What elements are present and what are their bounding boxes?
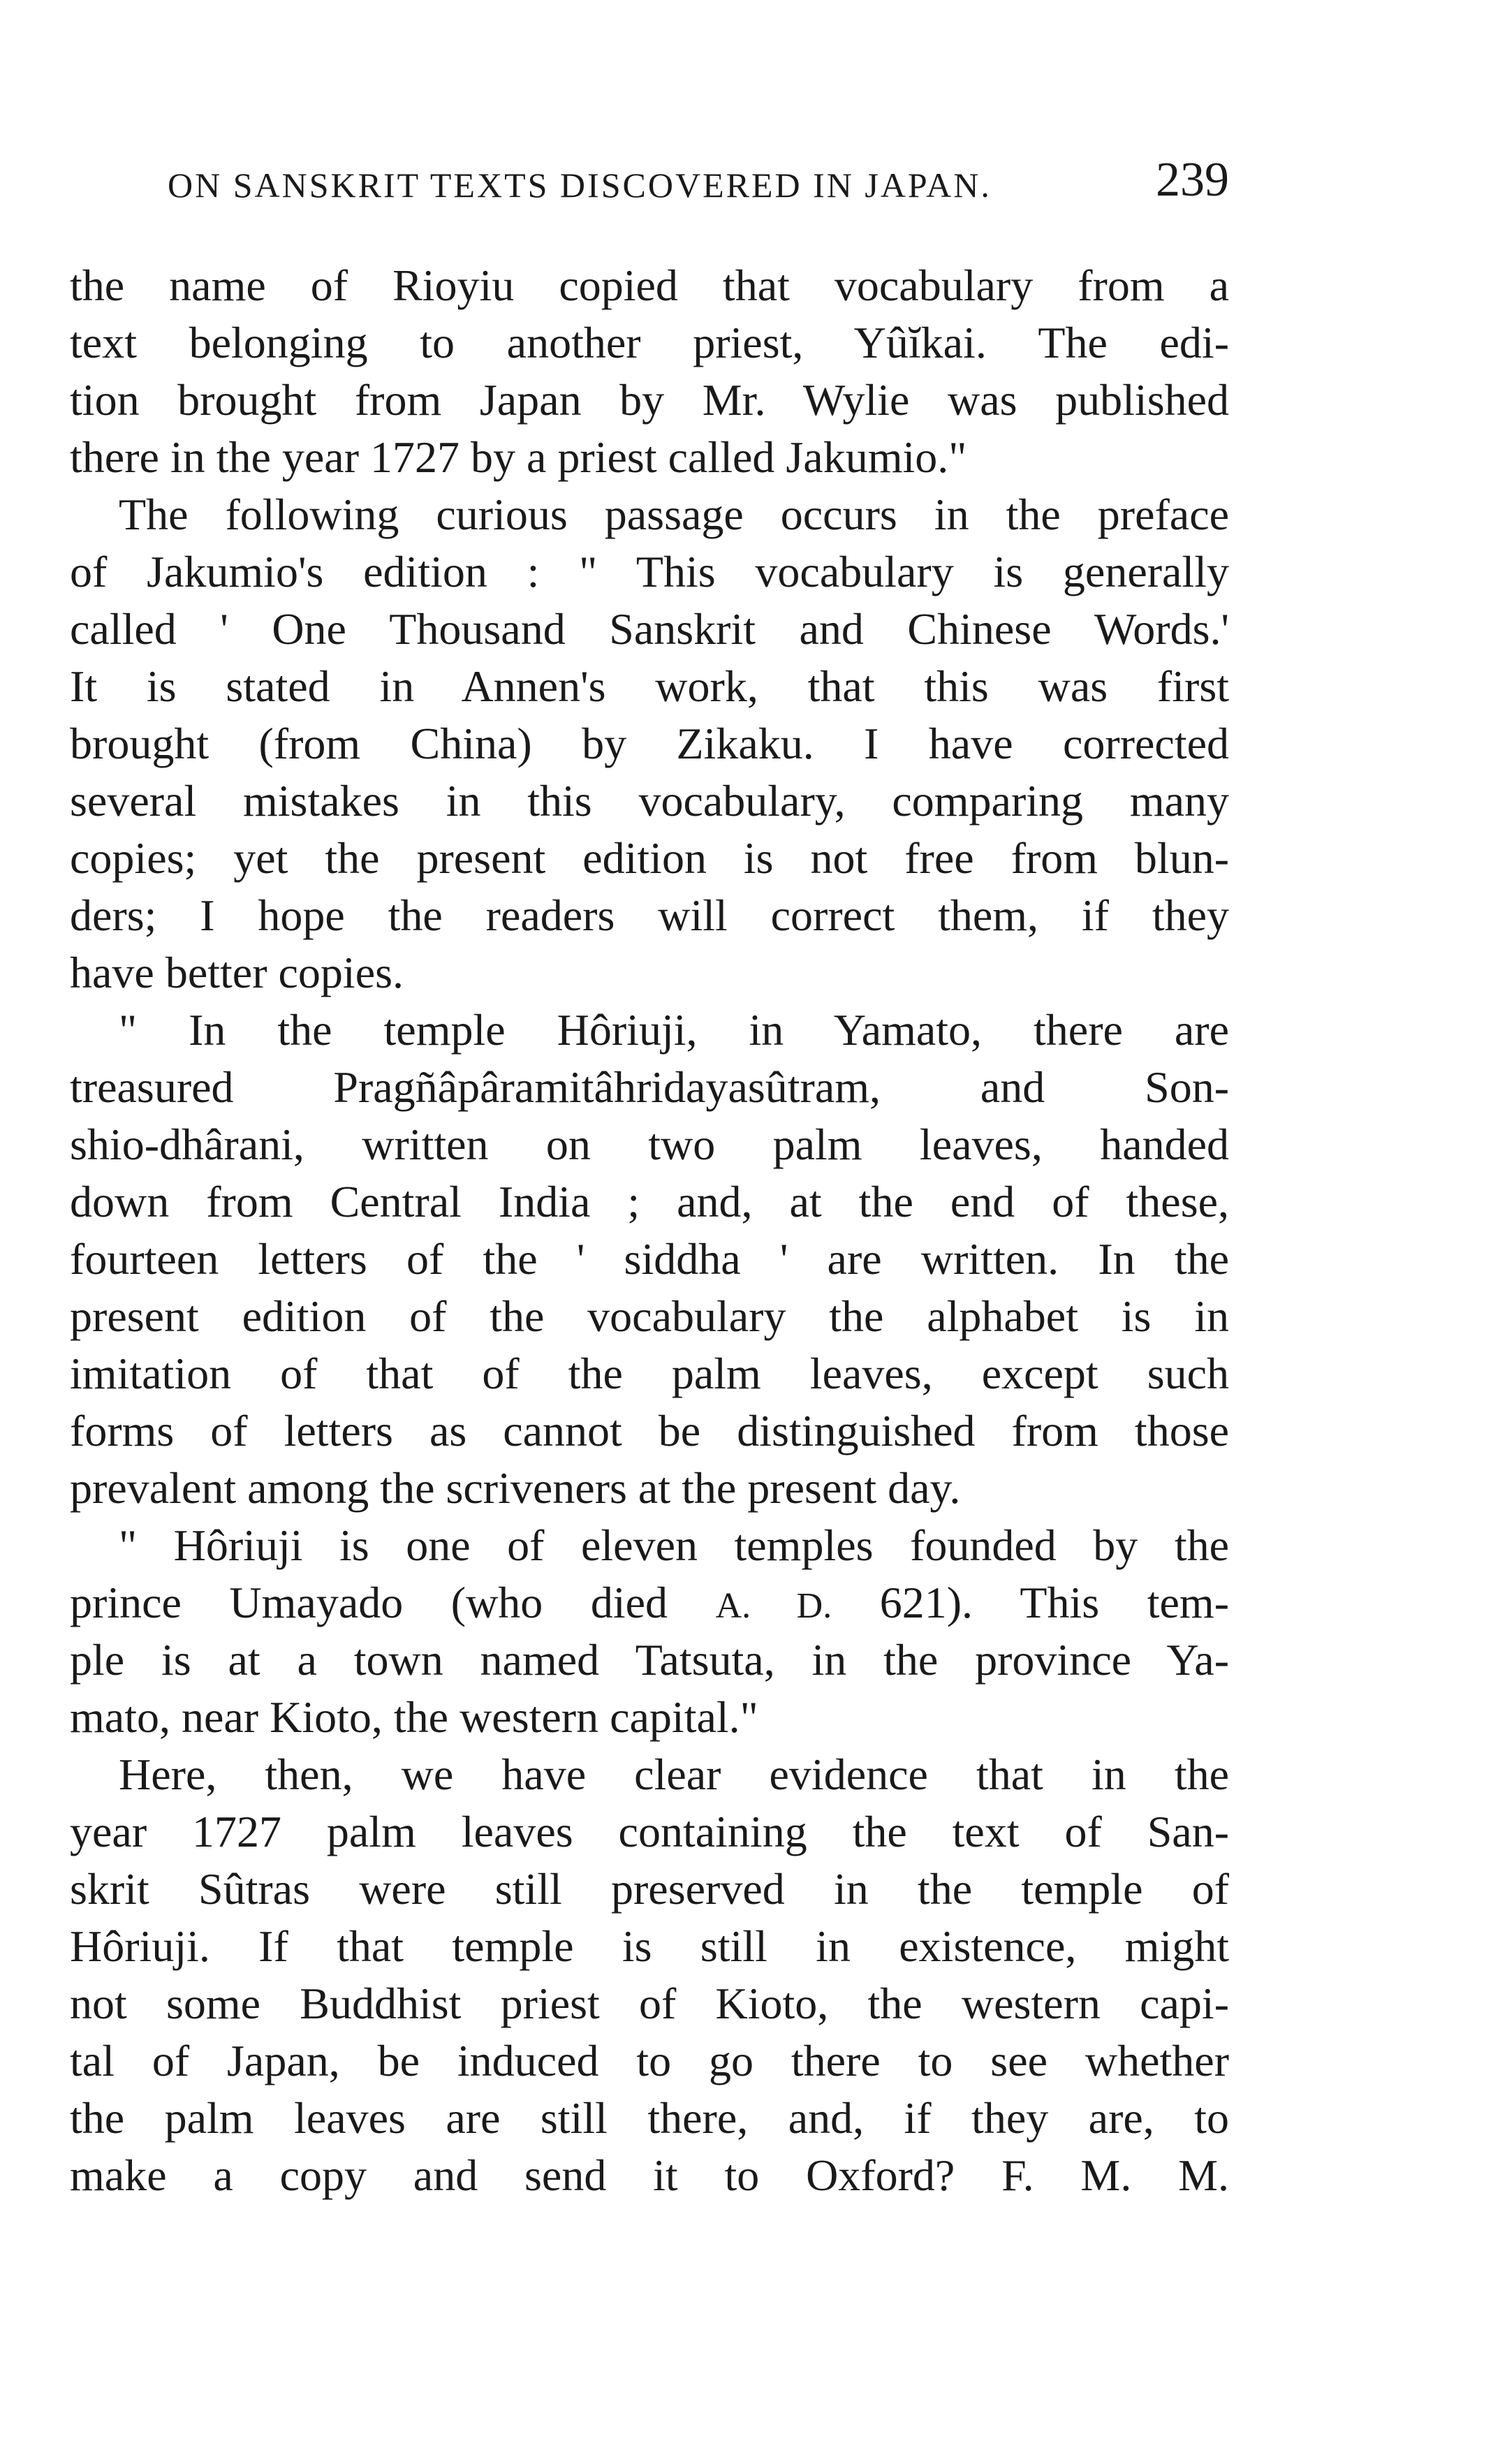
text-segment: 621). This tem- bbox=[879, 1578, 1229, 1627]
text-segment: make a copy and send it to Oxford? bbox=[70, 2150, 955, 2200]
text-line: text belonging to another priest, Yûĭkai. The edi- bbox=[70, 318, 1229, 367]
text-segment: prince Umayado (who died bbox=[70, 1578, 668, 1627]
era-abbreviation: A. D. bbox=[715, 1586, 832, 1626]
text-line: mato, near Kioto, the western capital." bbox=[70, 1692, 758, 1742]
author-initials: F. M. M. bbox=[1001, 2150, 1229, 2200]
text-line: of Jakumio's edition : " This vocabulary is generally bbox=[70, 547, 1229, 596]
text-line: several mistakes in this vocabulary, comparing many bbox=[70, 776, 1229, 826]
text-line: tal of Japan, be induced to go there to see whether bbox=[70, 2036, 1229, 2085]
text-line: fourteen letters of the ' siddha ' are written. In the bbox=[70, 1234, 1229, 1284]
text-line: the name of Rioyiu copied that vocabulary from a bbox=[70, 261, 1229, 310]
text-line: there in the year 1727 by a priest called Jakumio." bbox=[70, 432, 967, 482]
text-line bbox=[70, 2147, 1229, 2204]
text-line: down from Central India ; and, at the end of these, bbox=[70, 1177, 1229, 1226]
text-line: called ' One Thousand Sanskrit and Chinese Words.' bbox=[70, 604, 1229, 654]
text-line: not some Buddhist priest of Kioto, the western capi- bbox=[70, 1979, 1229, 2028]
text-line: tion brought from Japan by Mr. Wylie was published bbox=[70, 375, 1229, 425]
text-line: treasured Pragñâpâramitâhridayasûtram, and Son- bbox=[70, 1062, 1229, 1112]
running-title: ON SANSKRIT TEXTS DISCOVERED IN JAPAN. bbox=[168, 166, 992, 205]
text-line bbox=[70, 1574, 1229, 1631]
text-line: " In the temple Hôriuji, in Yamato, there are bbox=[119, 1005, 1229, 1055]
text-line: ple is at a town named Tatsuta, in the province Ya- bbox=[70, 1635, 1229, 1685]
text-line: prevalent among the scriveners at the present day. bbox=[70, 1463, 961, 1513]
text-line: year 1727 palm leaves containing the text of San- bbox=[70, 1807, 1229, 1856]
text-line: imitation of that of the palm leaves, except such bbox=[70, 1349, 1229, 1398]
text-line: Here, then, we have clear evidence that in the bbox=[119, 1750, 1229, 1799]
text-line: Hôriuji. If that temple is still in existence, might bbox=[70, 1921, 1229, 1971]
text-line: forms of letters as cannot be distinguished from those bbox=[70, 1406, 1229, 1455]
text-line: shio-dhârani, written on two palm leaves, handed bbox=[70, 1120, 1229, 1169]
text-line: the palm leaves are still there, and, if they are, to bbox=[70, 2093, 1229, 2143]
text-line: ders; I hope the readers will correct them, if they bbox=[70, 890, 1229, 940]
text-line: present edition of the vocabulary the alphabet is in bbox=[70, 1291, 1229, 1341]
text-line: have better copies. bbox=[70, 948, 404, 997]
text-line: skrit Sûtras were still preserved in the temple of bbox=[70, 1864, 1229, 1914]
text-line: The following curious passage occurs in the preface bbox=[119, 490, 1229, 539]
page-number: 239 bbox=[1156, 153, 1229, 207]
running-header bbox=[70, 152, 1229, 229]
text-line: copies; yet the present edition is not free from blun- bbox=[70, 833, 1229, 883]
text-line: brought (from China) by Zikaku. I have corrected bbox=[70, 719, 1229, 768]
text-line: It is stated in Annen's work, that this was first bbox=[70, 661, 1229, 711]
text-line: " Hôriuji is one of eleven temples founded by the bbox=[119, 1520, 1229, 1570]
